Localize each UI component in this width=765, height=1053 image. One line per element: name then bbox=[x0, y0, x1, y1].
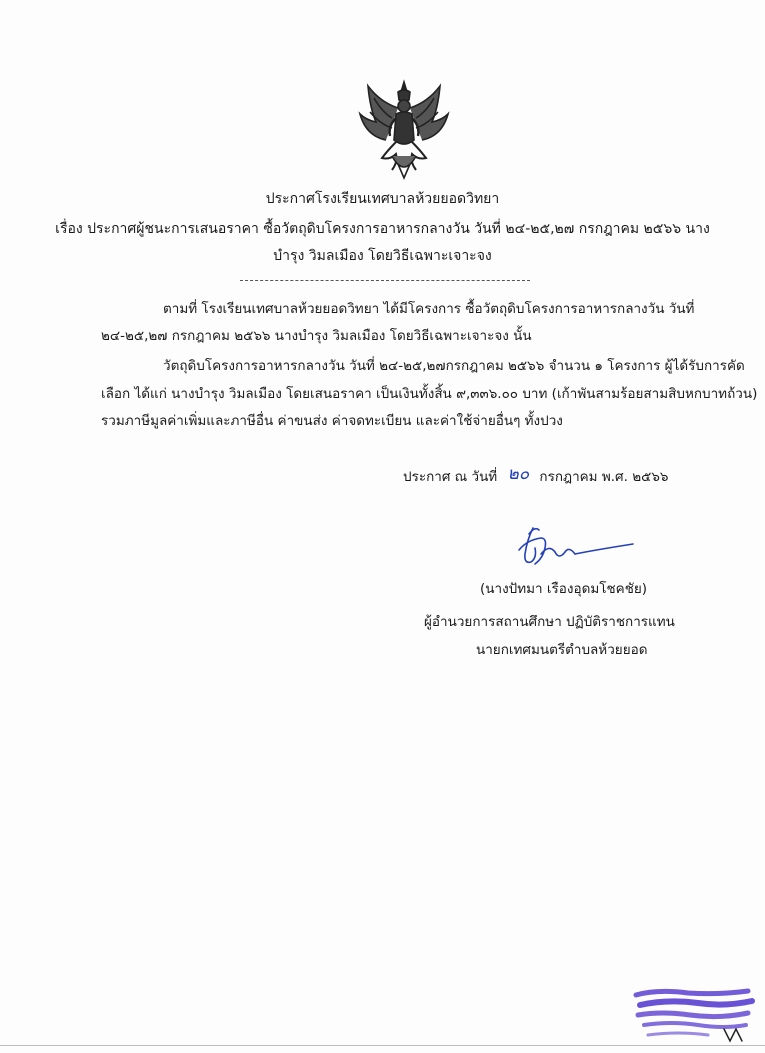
ink-stamp-icon bbox=[628, 985, 758, 1047]
announcement-date-prefix: ประกาศ ณ วันที่ bbox=[403, 469, 498, 485]
page-title: ประกาศโรงเรียนเทศบาลห้วยยอดวิทยา bbox=[265, 191, 500, 207]
subject-line-continued: บำรุง วิมลเมือง โดยวิธีเฉพาะเจาะจง bbox=[273, 248, 492, 264]
paragraph-2-line-2: เลือก ได้แก่ นางบำรุง วิมลเมือง โดยเสนอราคา เป็นเงินทั้งสิ้น ๙,๓๓๖.๐๐ บาท (เก้าพันสามร้อยสามสิบหกบาทถ้วน) bbox=[101, 386, 758, 402]
signature-icon bbox=[505, 520, 640, 575]
signatory-position-2: นายกเทศมนตรีตำบลห้วยยอด bbox=[476, 642, 648, 658]
signatory-position: ผู้อำนวยการสถานศึกษา ปฏิบัติราชการแทน bbox=[424, 614, 675, 630]
page-bottom-edge bbox=[0, 1045, 765, 1046]
paragraph-2-line-1: วัตถุดิบโครงการอาหารกลางวัน วันที่ ๒๔-๒๕,๒๗กรกฎาคม ๒๕๖๖ จำนวน ๑ โครงการ ผู้ได้รับการคัด bbox=[163, 358, 745, 374]
paragraph-1-line-1: ตามที่ โรงเรียนเทศบาลห้วยยอดวิทยา ได้มีโครงการ ซื้อวัตถุดิบโครงการอาหารกลางวัน วันที่ bbox=[163, 301, 695, 317]
separator bbox=[240, 280, 530, 281]
announcement-day: ๒๐ bbox=[507, 464, 530, 484]
signatory-name: (นางปัทมา เรืองอุดมโชคชัย) bbox=[480, 581, 648, 597]
garuda-emblem-icon bbox=[352, 78, 456, 182]
subject-line: เรื่อง ประกาศผู้ชนะการเสนอราคา ซื้อวัตถุดิบโครงการอาหารกลางวัน วันที่ ๒๔-๒๕,๒๗ กรกฎาคม ๒๕๖๖ นาง bbox=[55, 221, 710, 237]
announcement-date bbox=[403, 464, 669, 486]
announcement-month-year: กรกฎาคม พ.ศ. ๒๕๖๖ bbox=[539, 469, 669, 485]
paragraph-1-line-2: ๒๔-๒๕,๒๗ กรกฎาคม ๒๕๖๖ นางบำรุง วิมลเมือง โดยวิธีเฉพาะเจาะจง นั้น bbox=[101, 328, 532, 344]
paragraph-2-line-3: รวมภาษีมูลค่าเพิ่มและภาษีอื่น ค่าขนส่ง ค่าจดทะเบียน และค่าใช้จ่ายอื่นๆ ทั้งปวง bbox=[101, 413, 563, 429]
